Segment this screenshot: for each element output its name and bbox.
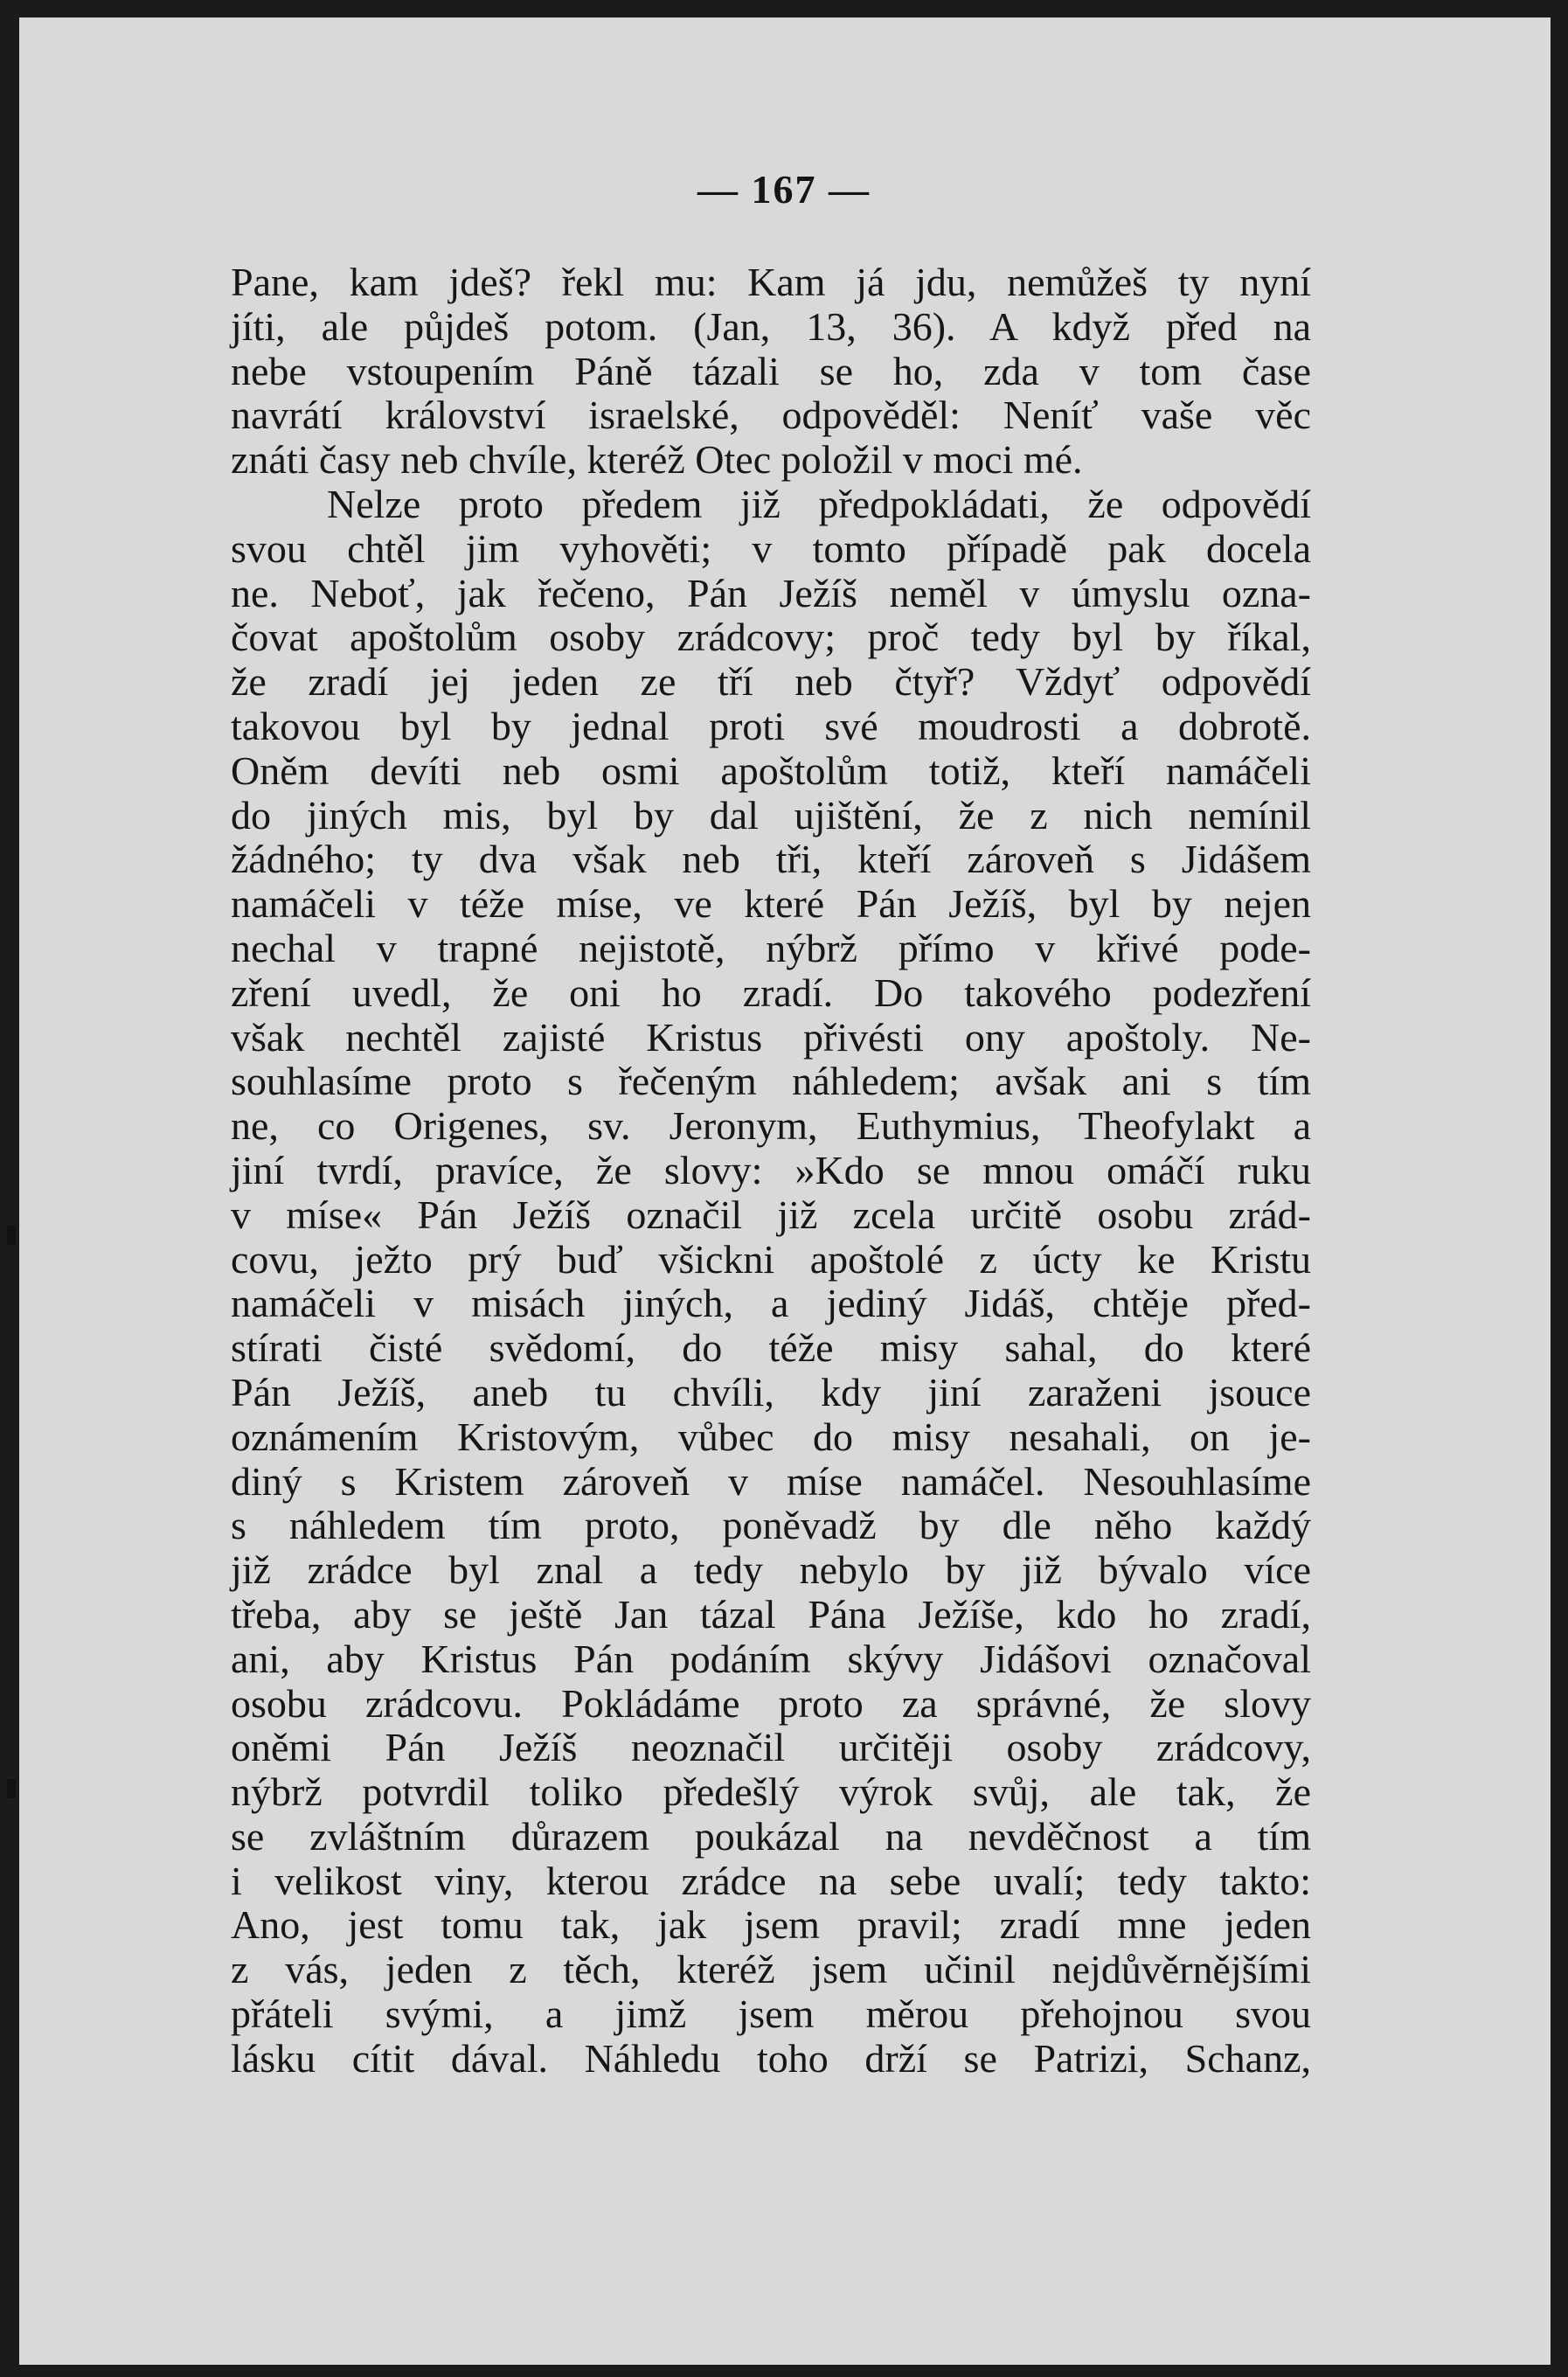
- text-line: jiní tvrdí, pravíce, že slovy: »Kdo se mnou omáčí ruku: [231, 1147, 1311, 1192]
- text-line: třeba, aby se ještě Jan tázal Pána Ježíše, kdo ho zradí,: [231, 1591, 1311, 1637]
- text-line: Nelze proto předem již předpokládati, že odpovědí: [327, 481, 1311, 526]
- text-line: z vás, jeden z těch, kteréž jsem učinil nejdůvěrnějšími: [231, 1947, 1311, 1992]
- margin-mark: [7, 1779, 16, 1798]
- text-line: covu, ježto prý buď všickni apoštolé z úcty ke Kristu: [231, 1236, 1311, 1282]
- text-line: ani, aby Kristus Pán podáním skývy Jidášovi označoval: [231, 1636, 1311, 1681]
- text-line: i velikost viny, kterou zrádce na sebe uvalí; tedy takto:: [231, 1858, 1311, 1903]
- text-line: svou chtěl jim vyhověti; v tomto případě pak docela: [231, 525, 1311, 571]
- text-line: takovou byl by jednal proti své moudrosti a dobrotě.: [231, 703, 1311, 748]
- page-number: — 167 —: [697, 167, 871, 212]
- text-line: Pane, kam jdeš? řekl mu: Kam já jdu, nemůžeš ty nyní: [231, 260, 1311, 304]
- text-line: oněmi Pán Ježíš neoznačil určitěji osoby zrádcovy,: [231, 1725, 1311, 1770]
- text-line: ne. Neboť, jak řečeno, Pán Ježíš neměl v úmyslu ozna-: [231, 570, 1311, 615]
- text-line: ne, co Origenes, sv. Jeronym, Euthymius, Theofylakt a: [231, 1103, 1311, 1149]
- text-line: žádného; ty dva však neb tři, kteří zároveň s Jidášem: [231, 837, 1311, 882]
- margin-mark: [7, 1226, 16, 1245]
- text-line: diný s Kristem zároveň v míse namáčel. Nesouhlasíme: [231, 1458, 1311, 1504]
- text-line: přáteli svými, a jimž jsem měrou přehojnou svou: [231, 1991, 1311, 2037]
- text-line: nebe vstoupením Páně tázali se ho, zda v tom čase: [231, 348, 1311, 393]
- text-line: čovat apoštolům osoby zrádcovy; proč tedy byl by říkal,: [231, 615, 1311, 660]
- text-line: navrátí království israelské, odpověděl: Neníť vaše věc: [231, 393, 1311, 438]
- text-line: oznámením Kristovým, vůbec do misy nesahali, on je-: [231, 1414, 1311, 1459]
- text-line: souhlasíme proto s řečeným náhledem; avšak ani s tím: [231, 1059, 1311, 1104]
- text-line: osobu zrádcovu. Pokládáme proto za správné, že slovy: [231, 1680, 1311, 1726]
- text-line: Pán Ježíš, aneb tu chvíli, kdy jiní zaraženi jsouce: [231, 1369, 1311, 1414]
- text-line: již zrádce byl znal a tedy nebylo by již bývalo více: [231, 1547, 1311, 1593]
- text-line: do jiných mis, byl by dal ujištění, že z nich nemínil: [231, 792, 1311, 838]
- text-line: v míse« Pán Ježíš označil již zcela určitě osobu zrád-: [231, 1192, 1311, 1237]
- text-line: namáčeli v misách jiných, a jediný Jidáš, chtěje před-: [231, 1281, 1311, 1326]
- text-line: Ano, jest tomu tak, jak jsem pravil; zradí mne jeden: [231, 1902, 1311, 1948]
- text-line: zření uvedl, že oni ho zradí. Do takového podezření: [231, 970, 1311, 1015]
- text-line: však nechtěl zajisté Kristus přivésti ony apoštoly. Ne-: [231, 1014, 1311, 1060]
- text-line: že zradí jej jeden ze tří neb čtyř? Vždyť odpovědí: [231, 659, 1311, 705]
- text-line: s náhledem tím proto, poněvadž by dle něho každý: [231, 1503, 1311, 1548]
- text-line: nechal v trapné nejistotě, nýbrž přímo v křivé pode-: [231, 925, 1311, 970]
- text-line: znáti časy neb chvíle, kteréž Otec položil v moci mé.: [231, 437, 1083, 483]
- text-line: nýbrž potvrdil toliko předešlý výrok svůj, ale tak, že: [231, 1769, 1311, 1815]
- text-line: namáčeli v téže míse, ve které Pán Ježíš, byl by nejen: [231, 881, 1311, 927]
- text-line: lásku cítit dával. Náhledu toho drží se Patrizi, Schanz,: [231, 2035, 1311, 2081]
- body-text: [231, 261, 1311, 2082]
- text-line: Oněm devíti neb osmi apoštolům totiž, kteří namáčeli: [231, 747, 1311, 793]
- text-line: se zvláštním důrazem poukázal na nevděčnost a tím: [231, 1813, 1311, 1859]
- text-line: jíti, ale půjdeš potom. (Jan, 13, 36). A když před na: [231, 303, 1311, 349]
- text-line: stírati čisté svědomí, do téže misy sahal, do které: [231, 1325, 1311, 1371]
